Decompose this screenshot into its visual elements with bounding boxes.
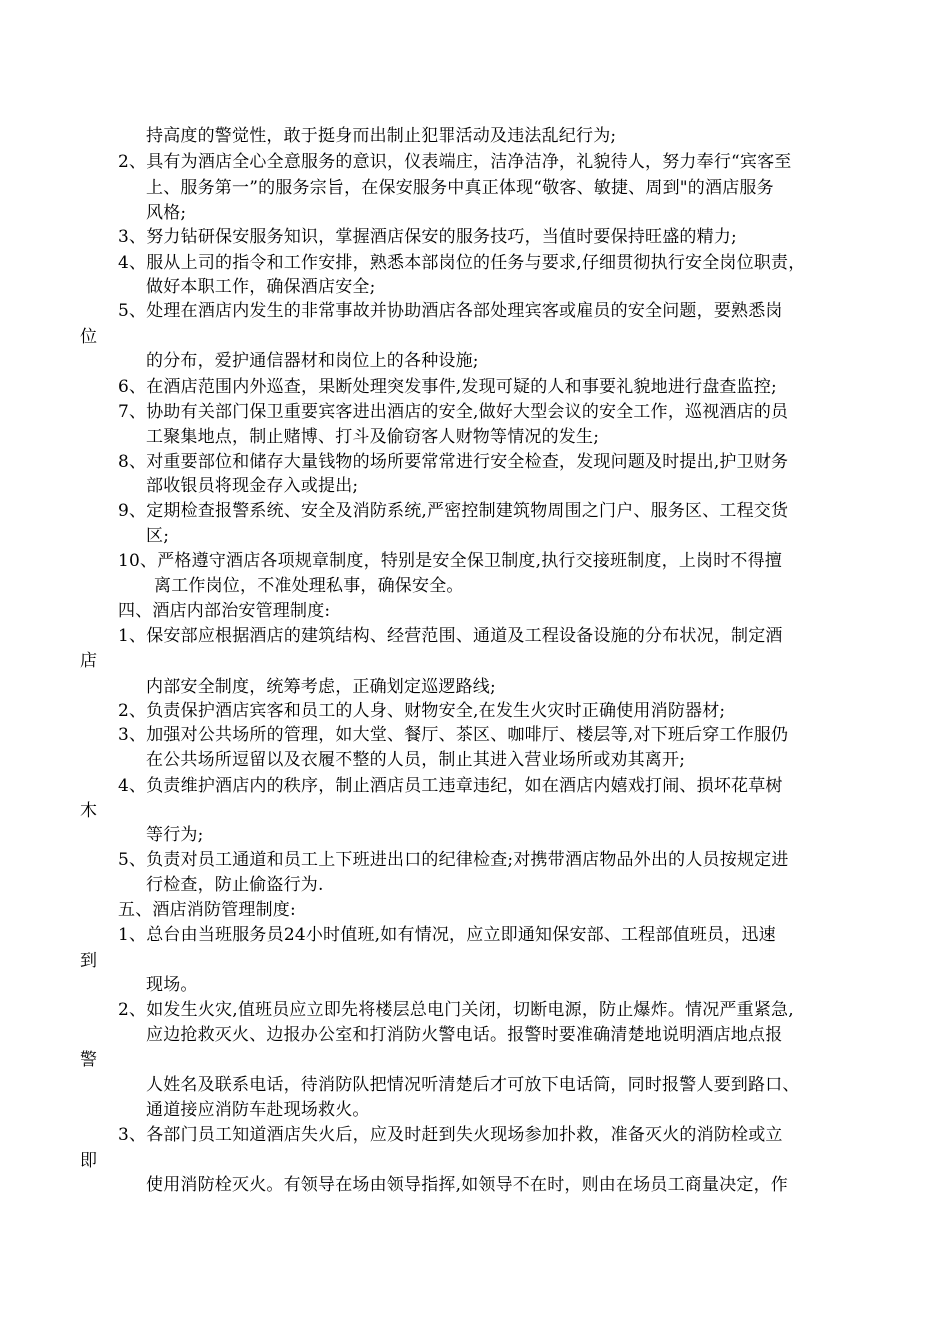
- text-line: 应边抢救灭火、边报办公室和打消防火警电话。报警时要准确清楚地说明酒店地点报: [146, 1025, 783, 1045]
- text-line: 做好本职工作，确保酒店安全;: [146, 277, 376, 297]
- text-line: 等行为;: [146, 825, 204, 845]
- wrap-char: 木: [80, 801, 98, 821]
- text-line: 风格;: [146, 203, 187, 223]
- list-item-3: 3、各部门员工知道酒店失火后，应及时赶到失火现场参加扑救，准备灭火的消防栓或立: [118, 1125, 783, 1145]
- list-item-2: 2、如发生火灾,值班员应立即先将楼层总电门关闭，切断电源，防止爆炸。情况严重紧急,: [118, 1000, 794, 1020]
- text-line: 行检查，防止偷盗行为.: [146, 875, 324, 895]
- wrap-char: 到: [80, 951, 98, 971]
- list-item-5: 5、处理在酒店内发生的非常事故并协助酒店各部处理宾客或雇员的安全问题，要熟悉岗: [118, 301, 783, 321]
- text-line: 内部安全制度，统筹考虑，正确划定巡逻路线;: [146, 677, 496, 697]
- list-item-3: 3、努力钻研保安服务知识，掌握酒店保安的服务技巧，当值时要保持旺盛的精力;: [118, 227, 737, 247]
- list-item-6: 6、在酒店范围内外巡查，果断处理突发事件,发现可疑的人和事要礼貌地进行盘查监控;: [118, 377, 777, 397]
- list-item-3: 3、加强对公共场所的管理，如大堂、餐厅、茶区、咖啡厅、楼层等,对下班后穿工作服仍: [118, 725, 789, 745]
- text-line: 在公共场所逗留以及衣履不整的人员，制止其进入营业场所或劝其离开;: [146, 750, 686, 770]
- list-item-8: 8、对重要部位和储存大量钱物的场所要常常进行安全检查，发现问题及时提出,护卫财务: [118, 452, 789, 472]
- text-line: 通道接应消防车赴现场救火。: [146, 1100, 370, 1120]
- text-line: 的分布，爱护通信器材和岗位上的各种设施;: [146, 351, 479, 371]
- list-item-1: 1、总台由当班服务员24小时值班,如有情况，应立即通知保安部、工程部值班员，迅速: [118, 925, 776, 945]
- list-item-4: 4、负责维护酒店内的秩序，制止酒店员工违章违纪，如在酒店内嬉戏打闹、损坏花草树: [118, 776, 783, 796]
- text-line: 部收银员将现金存入或提出;: [146, 476, 359, 496]
- wrap-char: 即: [80, 1151, 98, 1171]
- list-item-5: 5、负责对员工通道和员工上下班进出口的纪律检查;对携带酒店物品外出的人员按规定进: [118, 850, 789, 870]
- list-item-7: 7、协助有关部门保卫重要宾客进出酒店的安全,做好大型会议的安全工作，巡视酒店的员: [118, 402, 789, 422]
- text-line: 上、服务第一”的服务宗旨，在保安服务中真正体现“敬客、敏捷、周到"的酒店服务: [146, 178, 774, 198]
- text-line: 持高度的警觉性，敢于挺身而出制止犯罪活动及违法乱纪行为;: [146, 126, 617, 146]
- text-line: 使用消防栓灭火。有领导在场由领导指挥,如领导不在时，则由在场员工商量决定，作: [146, 1175, 789, 1195]
- list-item-10: 10、严格遵守酒店各项规章制度，特别是安全保卫制度,执行交接班制度，上岗时不得擅: [118, 551, 783, 571]
- text-line: 离工作岗位，不准处理私事，确保安全。: [154, 576, 464, 596]
- text-line: 现场。: [146, 975, 198, 995]
- text-line: 人姓名及联系电话，待消防队把情况听清楚后才可放下电话筒，同时报警人要到路口、: [146, 1075, 800, 1095]
- list-item-9: 9、定期检查报警系统、安全及消防系统,严密控制建筑物周围之门户、服务区、工程交货: [118, 501, 789, 521]
- wrap-char: 警: [80, 1050, 98, 1070]
- list-item-2: 2、负责保护酒店宾客和员工的人身、财物安全,在发生火灾时正确使用消防器材;: [118, 701, 726, 721]
- wrap-char: 位: [80, 327, 98, 347]
- text-line: 工聚集地点，制止赌博、打斗及偷窃客人财物等情况的发生;: [146, 427, 600, 447]
- text-line: 区;: [146, 526, 170, 546]
- list-item-2: 2、具有为酒店全心全意服务的意识，仪表端庄，洁净洁净，礼貌待人，努力奉行“宾客至: [118, 152, 792, 172]
- section-heading-5: 五、酒店消防管理制度:: [118, 900, 296, 920]
- list-item-4: 4、服从上司的指令和工作安排，熟悉本部岗位的任务与要求,仔细贯彻执行安全岗位职责，: [118, 253, 806, 273]
- wrap-char: 店: [80, 651, 98, 671]
- list-item-1: 1、保安部应根据酒店的建筑结构、经营范围、通道及工程设备设施的分布状况，制定酒: [118, 626, 783, 646]
- section-heading-4: 四、酒店内部治安管理制度:: [118, 601, 331, 621]
